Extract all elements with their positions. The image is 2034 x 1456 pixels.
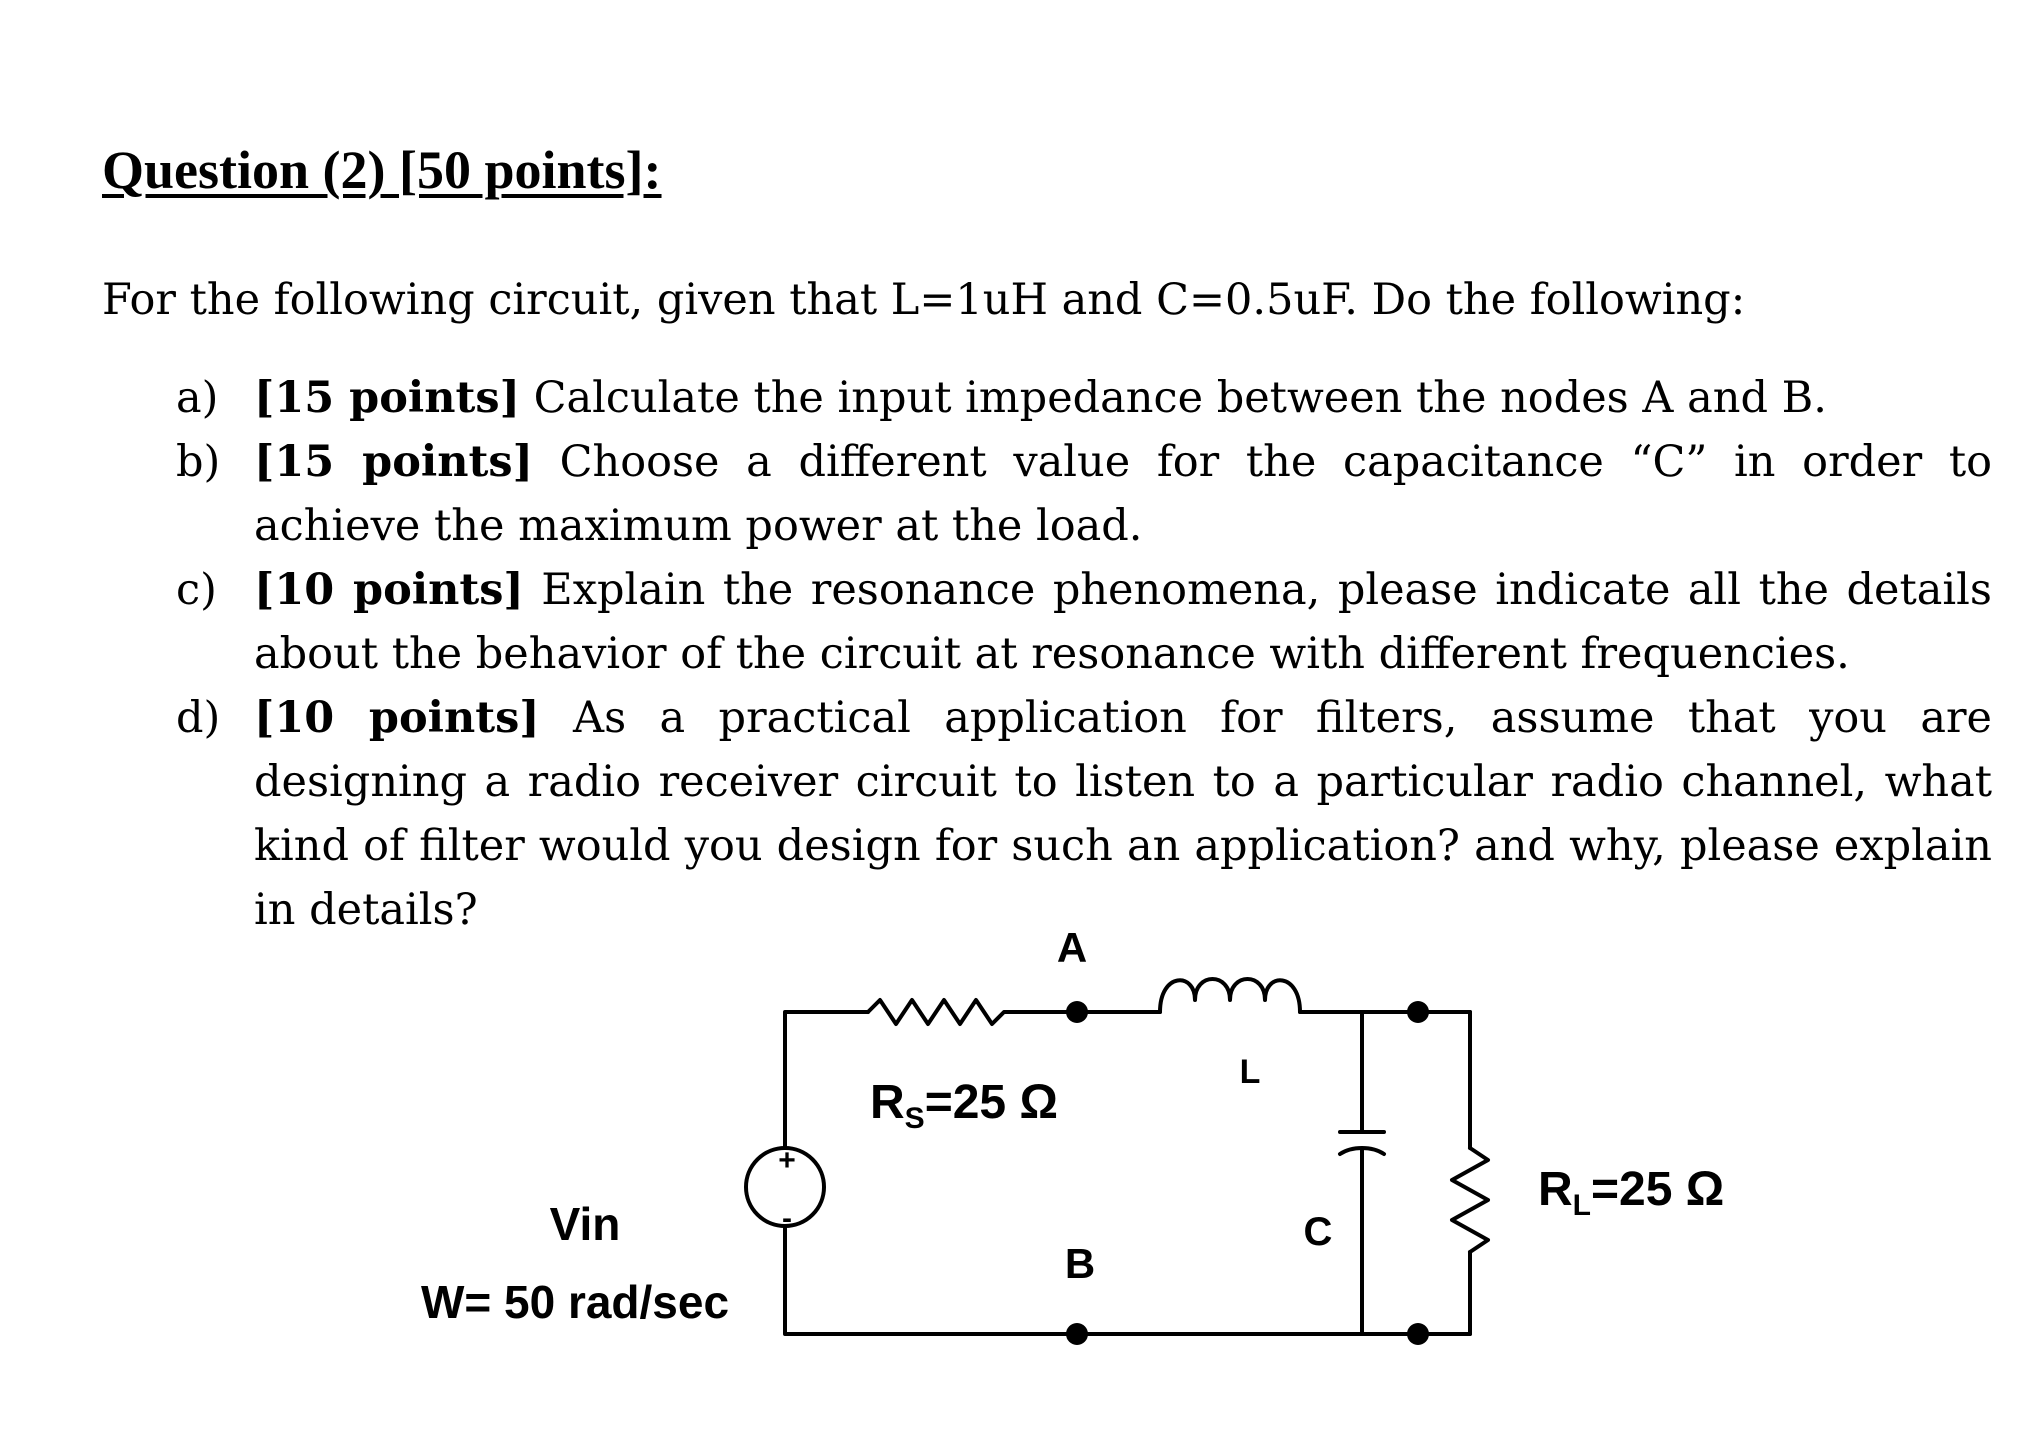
node-top-right-dot	[1407, 1001, 1429, 1023]
capacitor-label: C	[1303, 1210, 1333, 1254]
wire-source-top	[785, 1012, 868, 1150]
source-plus-sign: +	[778, 1144, 796, 1177]
resistor-rl	[1452, 1148, 1488, 1252]
resistor-rs	[868, 1000, 1070, 1024]
part-points: [15 points]	[254, 437, 533, 487]
rs-label-value: =25 Ω	[924, 1076, 1058, 1129]
part-marker: a)	[176, 373, 219, 423]
inductor-label: L	[1239, 1053, 1261, 1091]
rs-label-main: R	[870, 1076, 905, 1129]
wire-bottom	[785, 1225, 1470, 1334]
part-points: [10 points]	[254, 693, 540, 743]
part-marker: c)	[176, 565, 217, 615]
part-marker: d)	[176, 693, 221, 743]
node-bottom-right-dot	[1407, 1323, 1429, 1345]
question-title: Question (2) [50 points]:	[102, 140, 662, 200]
source-minus-sign: -	[782, 1202, 792, 1235]
part-marker: b)	[176, 437, 221, 487]
node-a-dot	[1066, 1001, 1088, 1023]
rl-label-value: =25 Ω	[1591, 1163, 1725, 1216]
part-text: Explain the resonance phenomena, please indicate all the details about the behavior of the circuit at resonance with different frequencies.	[254, 565, 1992, 679]
node-b-label: B	[1064, 1240, 1096, 1287]
source-frequency: W= 50 rad/sec	[420, 1276, 730, 1328]
rl-label-main: R	[1538, 1163, 1573, 1216]
node-b-dot	[1066, 1323, 1088, 1345]
source-label: Vin	[549, 1198, 621, 1250]
part-text: Choose a different value for the capacitance “C” in order to achieve the maximum power at the load.	[254, 437, 1992, 551]
node-a-label: A	[1056, 924, 1088, 971]
part-text: As a practical application for filters, assume that you are designing a radio receiver circuit to listen to a particular radio channel, what kind of filter would you design for such an application? and why, please explain in details?	[254, 693, 1992, 935]
rs-label-sub: S	[904, 1102, 925, 1135]
rs-label	[870, 1076, 1058, 1135]
part-points: [15 points]	[254, 373, 520, 423]
part-points: [10 points]	[254, 565, 524, 615]
rl-label	[1538, 1163, 1724, 1222]
rl-label-sub: L	[1572, 1189, 1591, 1222]
part-text: Calculate the input impedance between the nodes A and B.	[519, 373, 1827, 423]
question-intro: For the following circuit, given that L=1uH and C=0.5uF. Do the following:	[102, 275, 1746, 325]
inductor-l	[1160, 979, 1300, 1012]
